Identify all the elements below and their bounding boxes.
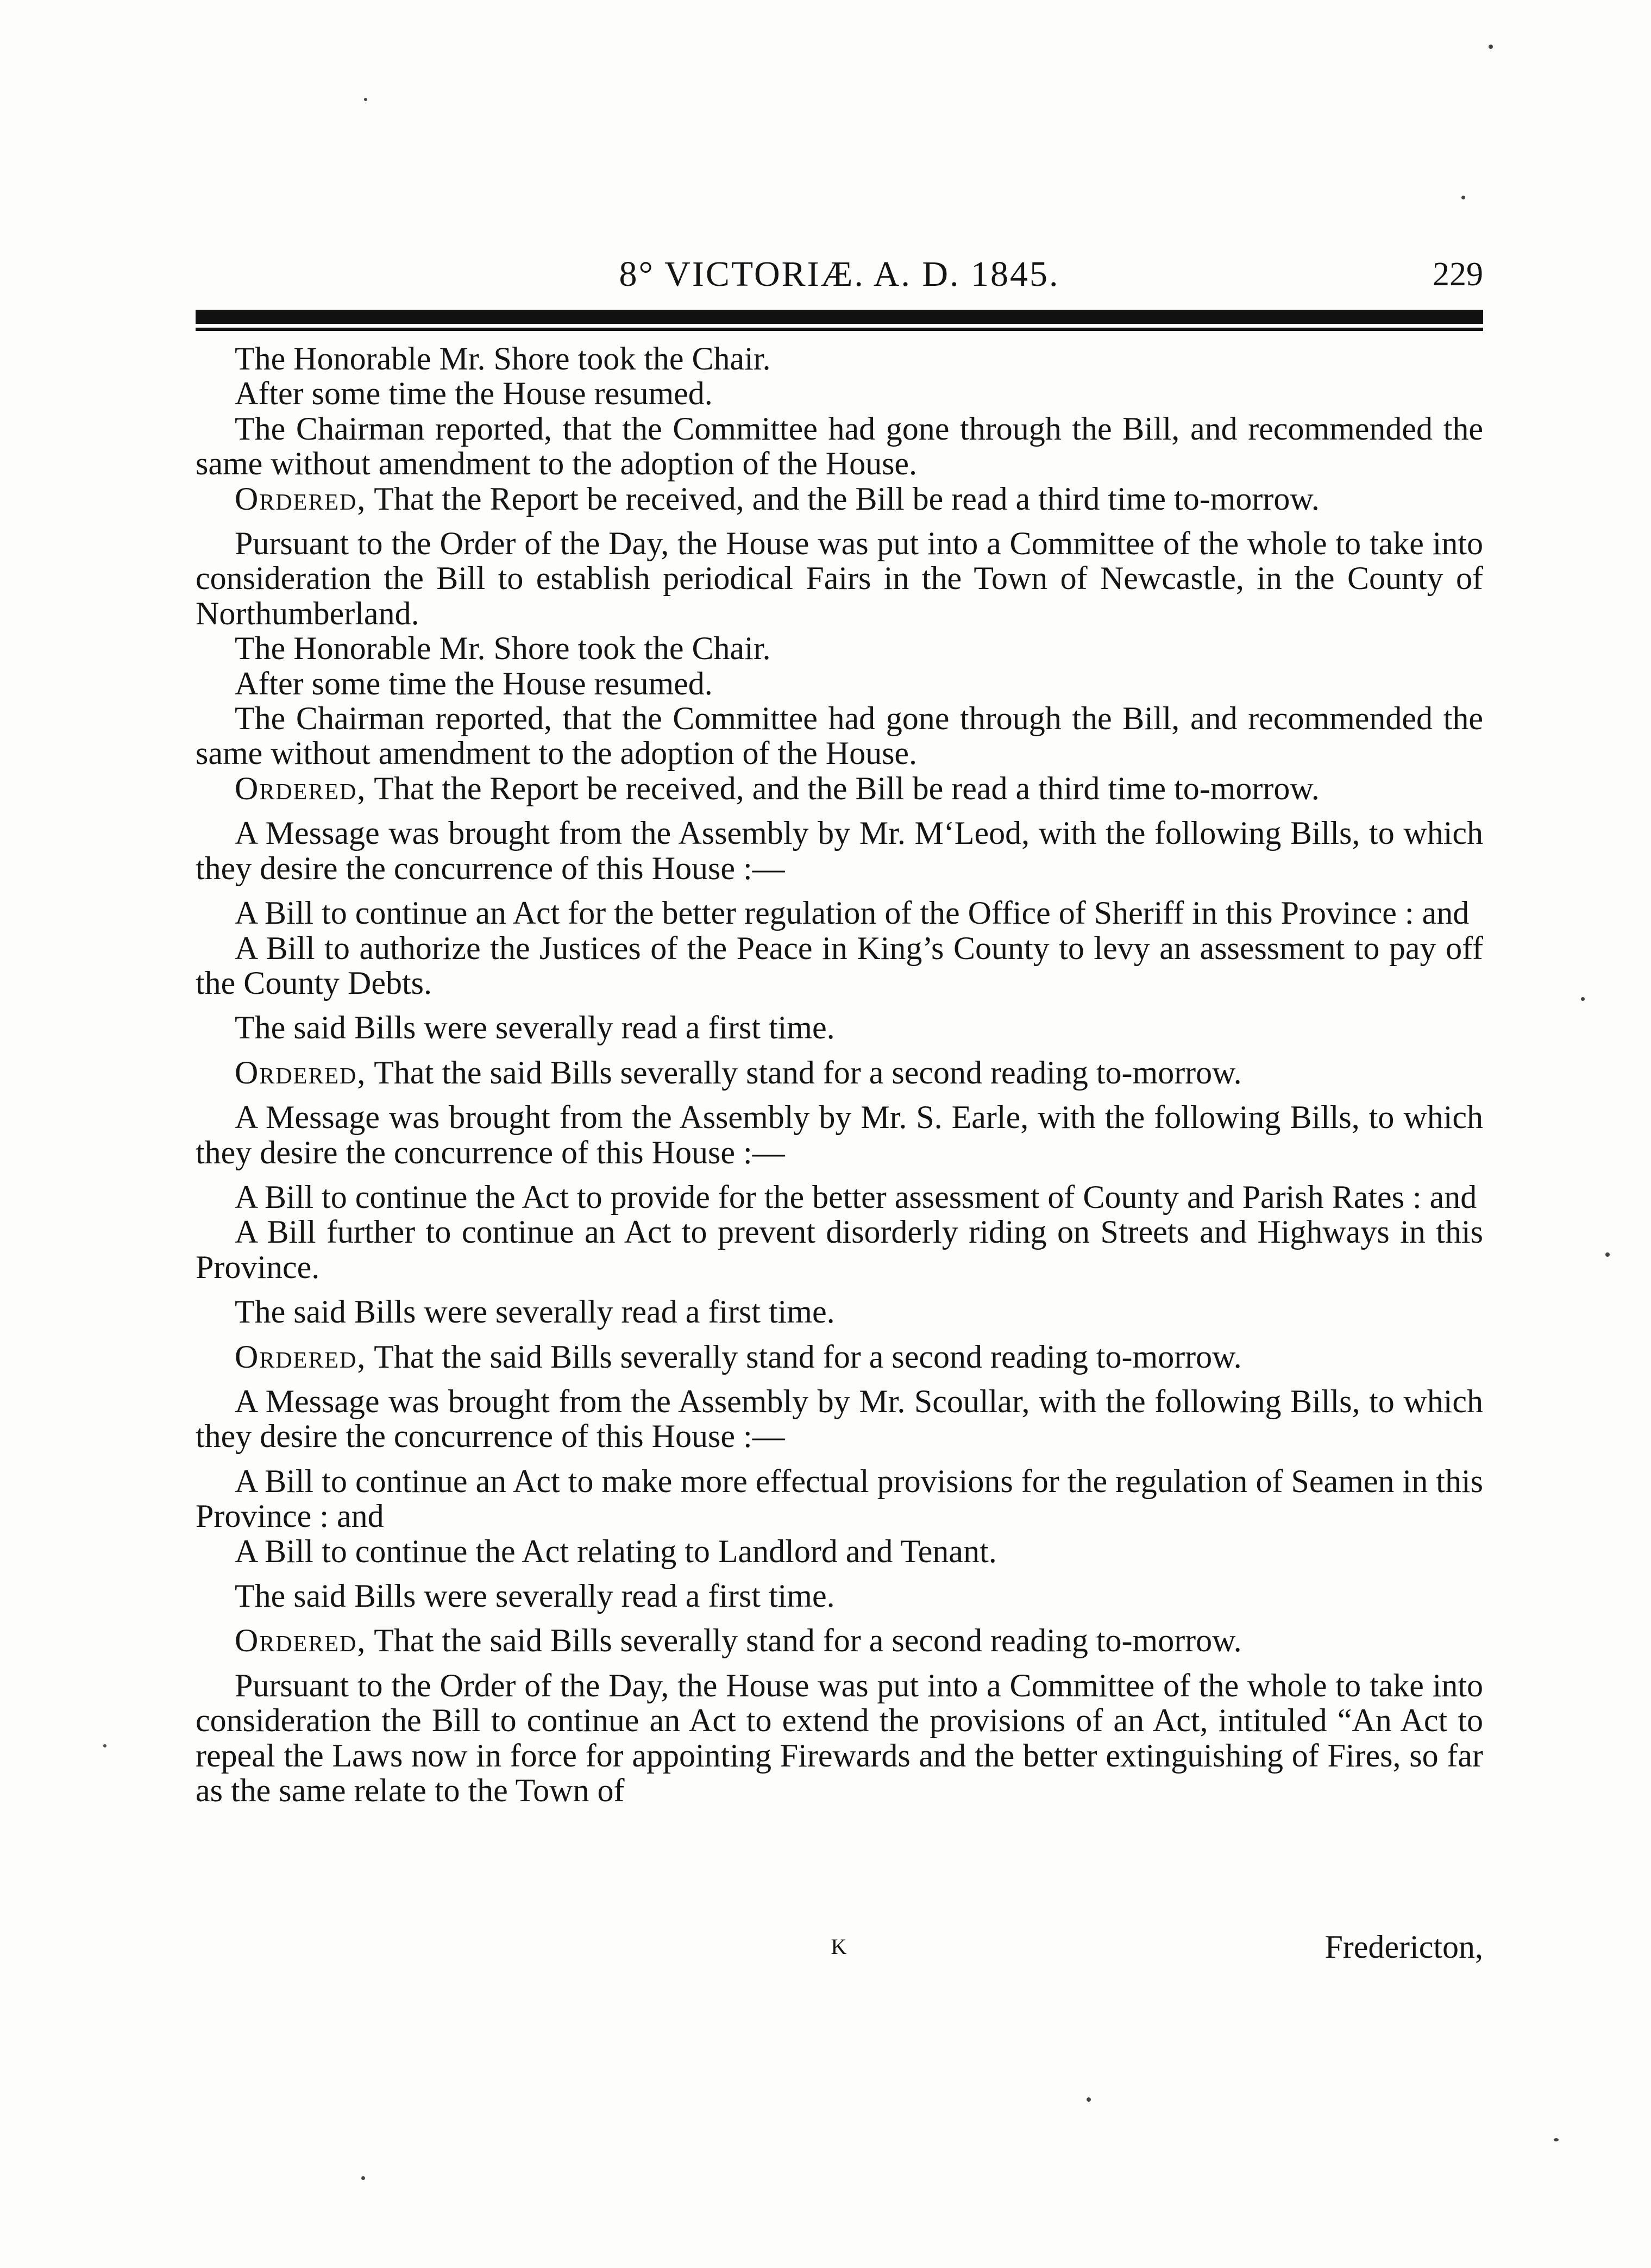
body-text [196,341,1483,1808]
header-rule-thick [196,310,1483,324]
paragraph: Ordered, That the said Bills severally stand for a second reading to-morrow. [235,1622,1242,1659]
paragraph: A Bill to authorize the Justices of the Peace in King’s County to levy an assessment to pay off the County Debts. [196,930,1483,1001]
paragraph: Ordered, That the Report be received, and the Bill be read a third time to-morrow. [235,480,1320,517]
scan-speck [1461,196,1465,199]
running-head: 8° VICTORIÆ. A. D. 1845. [619,254,1060,294]
paragraph: The Honorable Mr. Shore took the Chair. [235,341,771,377]
ordered-label: Ordered, [235,1054,367,1091]
ordered-label: Ordered, [235,770,367,806]
paragraph: Pursuant to the Order of the Day, the House was put into a Committee of the whole to take into consideration the Bill to continue an Act to extend the provisions of an Act, intituled “An Act to repeal the Laws now in force for appointing Firewards and the better extinguishing of Fires, so far as the same relate to the Town of [196,1667,1483,1809]
paragraph: Pursuant to the Order of the Day, the House was put into a Committee of the whole to take into consideration the Bill to establish periodical Fairs in the Town of Newcastle, in the County of Northumberland. [196,525,1483,631]
scan-speck [361,2176,365,2180]
paragraph: After some time the House resumed. [235,375,713,412]
scan-speck [1554,2138,1559,2141]
paragraph: A Bill to continue an Act for the better regulation of the Office of Sheriff in this Province : and [235,895,1470,931]
ordered-label: Ordered, [235,480,367,517]
paragraph: The said Bills were severally read a first time. [235,1294,835,1330]
scan-speck [1605,1252,1610,1257]
header-rule-thin [196,328,1483,331]
paragraph: The Chairman reported, that the Committee had gone through the Bill, and recommended the same without amendment to the adoption of the House. [196,700,1483,772]
paragraph: The said Bills were severally read a first time. [235,1010,835,1046]
paragraph: Ordered, That the Report be received, and the Bill be read a third time to-morrow. [235,770,1320,806]
scan-speck [364,98,367,101]
paragraph: A Message was brought from the Assembly by Mr. M‘Leod, with the following Bills, to which they desire the concurrence of this House :— [196,815,1483,886]
paragraph: After some time the House resumed. [235,665,713,701]
paragraph: A Bill to continue the Act to provide for the better assessment of County and Parish Rates : and [235,1179,1477,1215]
paragraph: Ordered, That the said Bills severally stand for a second reading to-morrow. [235,1338,1242,1375]
page-footer [196,1928,1483,1966]
paragraph: A Bill to continue the Act relating to Landlord and Tenant. [235,1533,997,1569]
scan-speck [1581,997,1585,1001]
page-number: 229 [1433,256,1483,293]
scan-speck [1489,45,1493,49]
ordered-label: Ordered, [235,1338,367,1375]
scan-speck [103,1744,106,1747]
paragraph: The said Bills were severally read a first time. [235,1578,835,1614]
paragraph: A Message was brought from the Assembly by Mr. S. Earle, with the following Bills, to which they desire the concurrence of this House :— [196,1099,1483,1170]
paragraph: The Honorable Mr. Shore took the Chair. [235,630,771,667]
catchword: Fredericton, [1324,1929,1483,1965]
signature-mark: K [831,1934,848,1959]
scan-speck [1087,2097,1091,2102]
paragraph: Ordered, That the said Bills severally stand for a second reading to-morrow. [235,1054,1242,1091]
page-header [196,250,1483,299]
paragraph: A Bill further to continue an Act to prevent disorderly riding on Streets and Highways in this Province. [196,1214,1483,1285]
paragraph: A Message was brought from the Assembly by Mr. Scoullar, with the following Bills, to which they desire the concurrence of this House :— [196,1383,1483,1455]
ordered-label: Ordered, [235,1622,367,1659]
paragraph: The Chairman reported, that the Committee had gone through the Bill, and recommended the same without amendment to the adoption of the House. [196,410,1483,482]
paragraph: A Bill to continue an Act to make more effectual provisions for the regulation of Seamen in this Province : and [196,1463,1483,1534]
